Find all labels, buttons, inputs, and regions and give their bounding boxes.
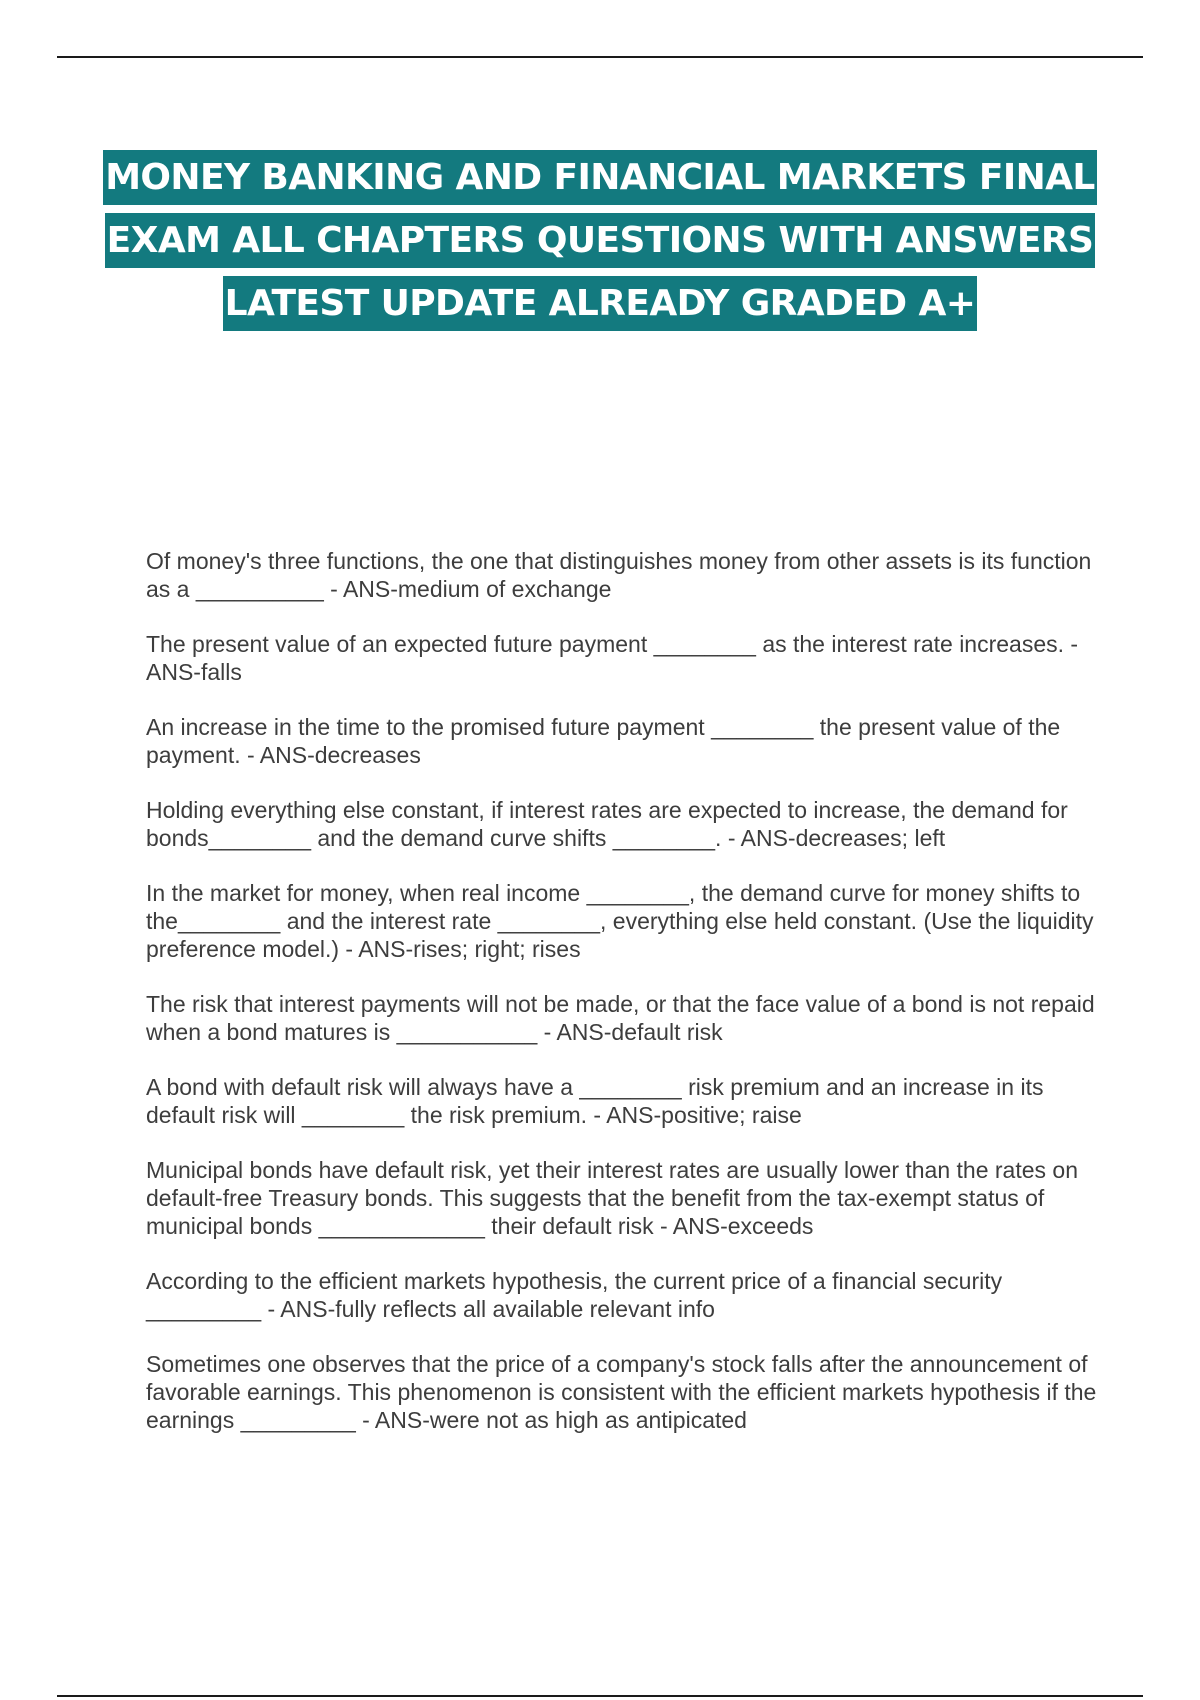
question-item: In the market for money, when real income ________, the demand curve for money shifts to the________ and the interest rate ________, everything else held constant. (Use the liquidity preference model.) - ANS-rises; right; rises (146, 880, 1094, 962)
bottom-rule (57, 1695, 1143, 1697)
title-line-1-text: MONEY BANKING AND FINANCIAL MARKETS FINAL (103, 150, 1097, 205)
question-item: An increase in the time to the promised future payment ________ the present value of the payment. - ANS-decreases (146, 714, 1061, 768)
top-rule (57, 56, 1143, 58)
question-item: The present value of an expected future payment ________ as the interest rate increases. - ANS-falls (146, 631, 1079, 685)
question-item: According to the efficient markets hypothesis, the current price of a financial security _________ - ANS-fully reflects all available relevant info (146, 1268, 1003, 1322)
question-item: Holding everything else constant, if interest rates are expected to increase, the demand for bonds________ and the demand curve shifts ________. - ANS-decreases; left (146, 797, 1068, 851)
title-line-3 (80, 272, 1120, 335)
question-item: Sometimes one observes that the price of a company's stock falls after the announcement of favorable earnings. This phenomenon is consistent with the efficient markets hypothesis if the earnings _________ - ANS-were not as high as antipicated (146, 1351, 1097, 1433)
question-item: Municipal bonds have default risk, yet their interest rates are usually lower than the rates on default-free Treasury bonds. This suggests that the benefit from the tax-exempt status of municipal bonds _____________ their default risk - ANS-exceeds (146, 1157, 1078, 1239)
document-title (80, 146, 1120, 335)
title-line-2 (80, 209, 1120, 272)
question-item: A bond with default risk will always have a ________ risk premium and an increase in its default risk will ________ the risk premium. - ANS-positive; raise (146, 1074, 1044, 1128)
title-line-2-text: EXAM ALL CHAPTERS QUESTIONS WITH ANSWERS (105, 213, 1096, 268)
title-line-3-text: LATEST UPDATE ALREADY GRADED A+ (223, 276, 978, 331)
question-list (146, 547, 1106, 1461)
question-item: The risk that interest payments will not be made, or that the face value of a bond is not repaid when a bond matures is ___________ - ANS-default risk (146, 991, 1095, 1045)
title-line-1 (80, 146, 1120, 209)
question-item: Of money's three functions, the one that distinguishes money from other assets is its function as a __________ - ANS-medium of exchange (146, 548, 1092, 602)
